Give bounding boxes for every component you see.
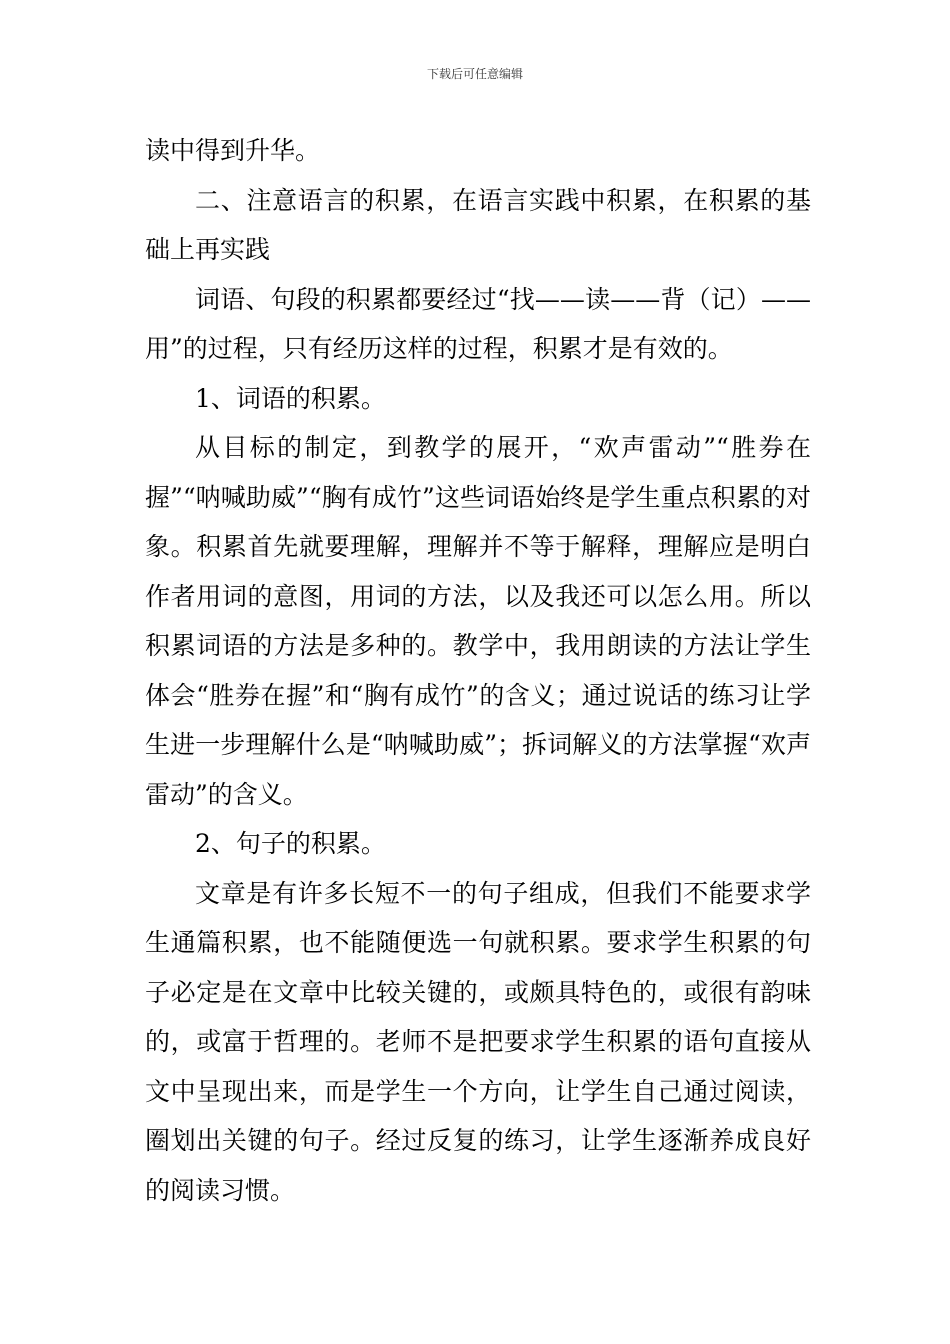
paragraph-sentence-accumulation: 文章是有许多长短不一的句子组成，但我们不能要求学生通篇积累，也不能随便选一句就积累。要求学生积累的句子必定是在文章中比较关键的，或颇具特色的，或很有韵味的，或富于哲理的。老师不是把要求学生积累的语句直接从文中呈现出来，而是学生一个方向，让学生自己通过阅读，圈划出关键的句子。经过反复的练习，让学生逐渐养成良好的阅读习惯。 bbox=[145, 878, 811, 1205]
paragraph-word-accumulation: 从目标的制定，到教学的展开，“欢声雷动”“胜券在握”“呐喊助威”“胸有成竹”这些词语始终是学生重点积累的对象。积累首先就要理解，理解并不等于解释，理解应是明白作者用词的意图，用词的方法，以及我还可以怎么用。所以积累词语的方法是多种的。教学中，我用朗读的方法让学生体会“胜券在握”和“胸有成竹”的含义；通过说话的练习让学生进一步理解什么是“呐喊助威”；拆词解义的方法掌握“欢声雷动”的含义。 bbox=[145, 433, 811, 809]
paragraph-continuation: 读中得到升华。 bbox=[145, 136, 321, 165]
subheading-sentence-accumulation: 2、句子的积累。 bbox=[195, 829, 386, 858]
document-body bbox=[145, 126, 811, 1215]
section-heading-2: 二、注意语言的积累，在语言实践中积累，在积累的基础上再实践 bbox=[145, 185, 811, 264]
page-header-note: 下载后可任意编辑 bbox=[426, 67, 523, 81]
subheading-word-accumulation: 1、词语的积累。 bbox=[195, 383, 386, 413]
paragraph-accumulation-process: 词语、句段的积累都要经过“找——读——背（记）——用”的过程，只有经历这样的过程，积累才是有效的。 bbox=[145, 284, 811, 363]
